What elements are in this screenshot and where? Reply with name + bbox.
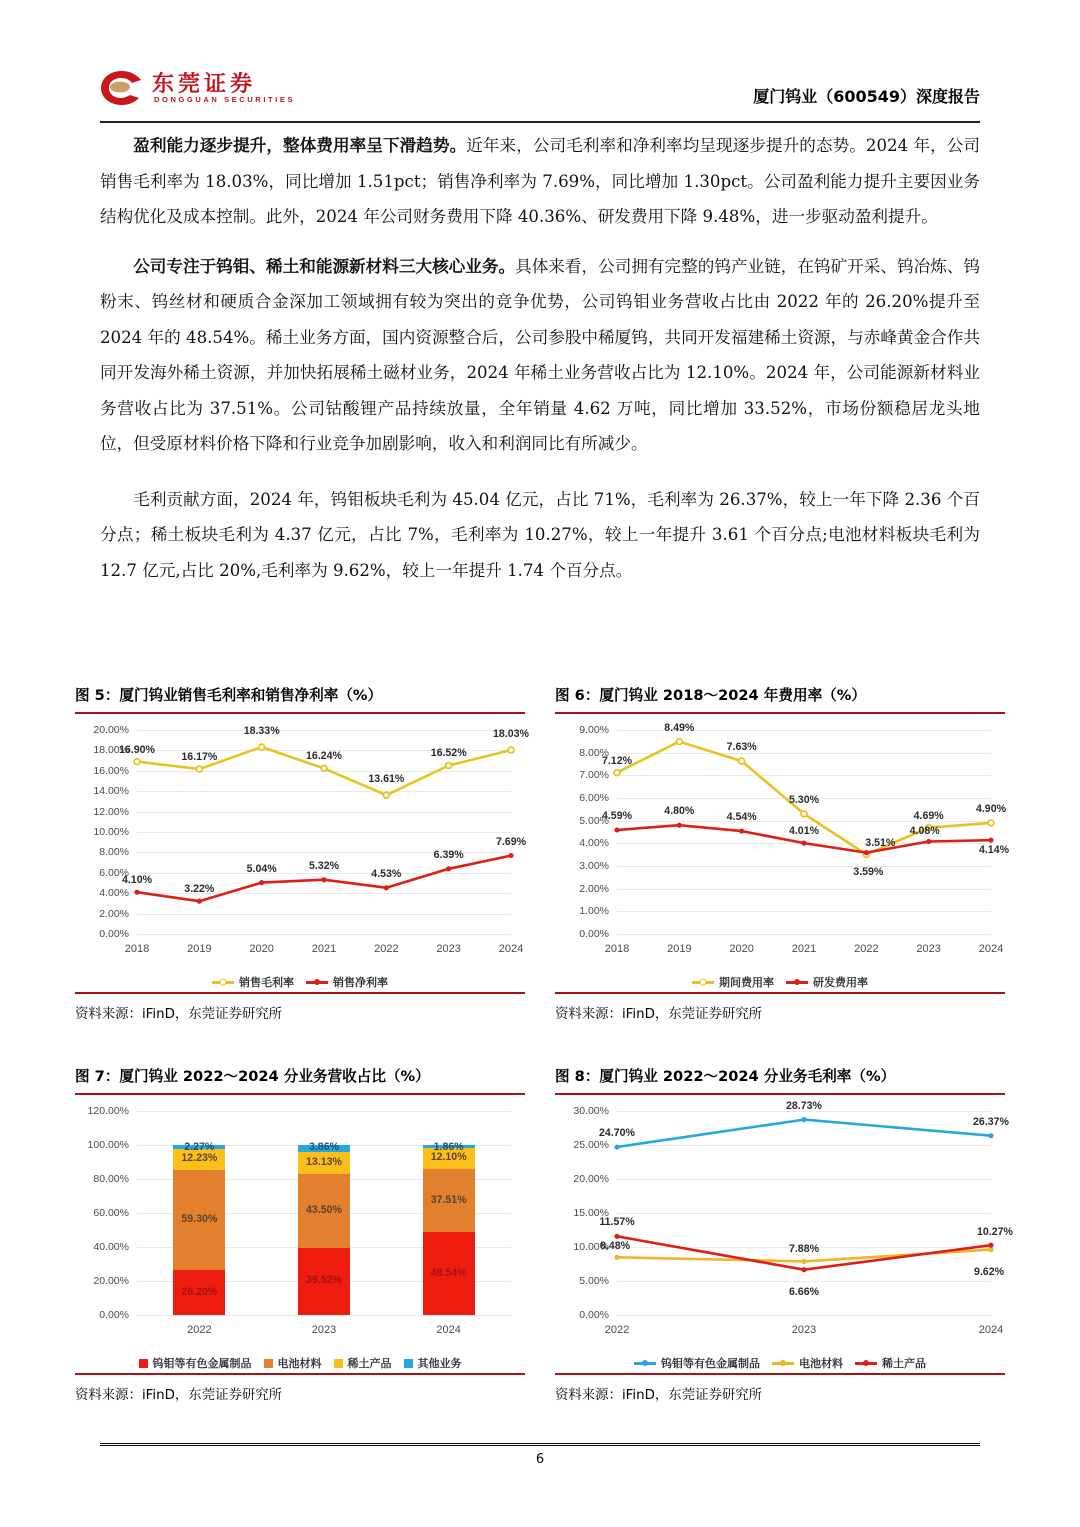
- figure-7: [75, 1065, 525, 1403]
- series-line: [617, 1120, 991, 1147]
- figure-8: [555, 1065, 1013, 1403]
- data-label: 5.04%: [246, 862, 277, 875]
- chart-legend: [555, 1355, 1005, 1371]
- figure-5-title: 图 5：厦门钨业销售毛利率和销售净利率（%）: [75, 687, 383, 704]
- x-axis-tick-label: 2022: [604, 1324, 630, 1336]
- x-axis-tick-label: 2024: [978, 1324, 1004, 1336]
- x-axis-tick-label: 2023: [791, 1324, 817, 1336]
- data-label: 4.08%: [909, 824, 940, 837]
- page-number: 6: [535, 1452, 545, 1467]
- x-axis-tick-label: 2019: [667, 943, 692, 955]
- data-label: 7.63%: [726, 741, 757, 754]
- data-label: 16.17%: [181, 751, 218, 764]
- bar-data-label: 12.10%: [430, 1151, 467, 1164]
- data-label: 4.90%: [975, 802, 1007, 815]
- data-point: [988, 1247, 993, 1252]
- paragraph-2-text: 具体来看，公司拥有完整的钨产业链，在钨矿开采、钨冶炼、钨粉末、钨丝材和硬质合金深加工领域拥有较为突出的竞争优势，公司钨钼业务营收占比由 2022 年的 26.20%提升至 2024 年的 48.54%。稀土业务方面，国内资源整合后，公司参股中稀厦钨，共同开发福建稀土资源，与赤峰黄金合作共同开发海外稀土资源，并加快拓展稀土磁材业务，2024 年稀土业务营收占比为 12.10%。2024 年，公司能源新材料业务营收占比为 37.51%。公司钴酸锂产品持续放量，全年销量 4.62 万吨，同比增加 33.52%，市场份额稳居龙头地位，但受原材料价格下降和行业竞争加剧影响，收入和利润同比有所减少。: [100, 256, 981, 453]
- data-label: 8.49%: [664, 721, 695, 734]
- data-label: 6.39%: [433, 848, 464, 861]
- data-label: 28.73%: [786, 1099, 822, 1112]
- legend-item[interactable]: [139, 1355, 252, 1371]
- paragraph-2: [100, 249, 980, 462]
- data-label: 16.52%: [430, 747, 467, 760]
- legend-label: 钨钼等有色金属制品: [661, 1357, 760, 1370]
- data-label: 7.69%: [495, 835, 527, 848]
- paragraph-3: 毛利贡献方面，2024 年，钨钼板块毛利为 45.04 亿元，占比 71%，毛利率为 26.37%，较上一年下降 2.36 个百分点；稀土板块毛利为 4.37 亿元，占比 7%，毛利率为 10.27%，较上一年提升 3.61 个百分点;电池材料板块毛利为 12.7 亿元,占比 20%,毛利率为 9.62%，较上一年提升 1.74 个百分点。: [100, 489, 980, 580]
- legend-label: 稀土产品: [347, 1357, 392, 1370]
- legend-line-marker: [634, 1362, 656, 1365]
- figure-5-source: 资料来源：iFinD，东莞证券研究所: [75, 1007, 283, 1022]
- data-point: [677, 823, 682, 828]
- x-axis-tick-label: 2020: [249, 943, 274, 955]
- legend-color-swatch: [404, 1359, 413, 1368]
- data-point: [508, 747, 514, 753]
- header-divider: [100, 121, 980, 123]
- y-axis-tick-label: 6.00%: [99, 866, 129, 879]
- bar-data-label: 43.50%: [306, 1203, 342, 1216]
- figure-5-chart: [75, 714, 529, 992]
- data-label: 7.12%: [601, 754, 633, 767]
- data-point: [614, 1144, 619, 1149]
- bar-data-label: 1.86%: [433, 1140, 464, 1153]
- figure-8-title: 图 8：厦门钨业 2022～2024 分业务毛利率（%）: [555, 1068, 896, 1085]
- y-axis-tick-label: 8.00%: [99, 846, 129, 859]
- data-label: 6.66%: [788, 1285, 820, 1298]
- y-axis-tick-label: 16.00%: [93, 764, 129, 777]
- legend-label: 其他业务: [417, 1357, 462, 1370]
- bar-data-label: 37.51%: [430, 1193, 467, 1206]
- data-label: 26.37%: [973, 1115, 1009, 1128]
- legend-item[interactable]: [334, 1355, 392, 1371]
- data-label: 10.27%: [977, 1226, 1013, 1239]
- y-axis-tick-label: 5.00%: [579, 814, 609, 827]
- data-label: 4.01%: [788, 825, 820, 838]
- x-axis-tick-label: 2018: [604, 943, 630, 955]
- data-point: [988, 1243, 993, 1248]
- report-header-title: 厦门钨业（600549）深度报告: [753, 87, 980, 106]
- legend-line-marker: [212, 981, 234, 984]
- y-axis-tick-label: 6.00%: [579, 792, 609, 804]
- x-axis-tick-label: 2019: [187, 943, 212, 955]
- y-axis-tick-label: 5.00%: [579, 1275, 609, 1287]
- legend-item[interactable]: [634, 1355, 760, 1371]
- data-point: [801, 841, 806, 846]
- data-label: 5.30%: [788, 793, 820, 806]
- bar-data-label: 48.54%: [430, 1266, 467, 1279]
- bar-data-label: 2.27%: [184, 1141, 215, 1153]
- y-axis-tick-label: 4.00%: [99, 887, 129, 900]
- bar-data-label: 12.23%: [181, 1152, 218, 1165]
- data-point: [614, 827, 619, 832]
- data-label: 18.33%: [243, 725, 280, 738]
- data-label: 4.14%: [978, 844, 1010, 857]
- y-axis-tick-label: 60.00%: [93, 1207, 129, 1219]
- data-point: [801, 1117, 806, 1122]
- legend-color-swatch: [334, 1359, 343, 1368]
- y-axis-tick-label: 12.00%: [93, 805, 129, 818]
- data-label: 13.61%: [368, 773, 405, 786]
- legend-item[interactable]: [855, 1355, 926, 1371]
- legend-label: 期间费用率: [719, 976, 774, 989]
- legend-item[interactable]: [786, 974, 868, 990]
- paragraph-2-lead: 公司专注于钨钼、稀土和能源新材料三大核心业务。: [133, 255, 516, 276]
- x-axis-tick-label: 2018: [124, 943, 150, 955]
- legend-line-marker: [306, 981, 328, 984]
- y-axis-tick-label: 8.00%: [579, 746, 609, 759]
- data-label: 4.80%: [664, 805, 695, 818]
- legend-item[interactable]: [404, 1355, 462, 1371]
- data-point: [614, 1255, 619, 1260]
- legend-label: 研发费用率: [813, 976, 868, 989]
- data-label: 3.51%: [865, 837, 896, 850]
- gridline: [137, 1111, 511, 1112]
- legend-color-swatch: [139, 1359, 148, 1368]
- y-axis-tick-label: 0.00%: [99, 1309, 129, 1321]
- data-label: 4.10%: [121, 874, 153, 887]
- data-point: [508, 853, 513, 858]
- figure-7-source: 资料来源：iFinD，东莞证券研究所: [75, 1388, 283, 1403]
- legend-item[interactable]: [212, 974, 294, 990]
- data-label: 16.24%: [306, 750, 342, 763]
- data-label: 4.53%: [371, 867, 402, 880]
- y-axis-tick-label: 3.00%: [579, 860, 609, 872]
- data-label: 3.22%: [184, 883, 215, 896]
- data-point: [801, 1267, 806, 1272]
- x-axis-tick-label: 2022: [374, 943, 399, 955]
- y-axis-tick-label: 2.00%: [579, 882, 609, 895]
- dongguan-securities-logo: [100, 64, 300, 112]
- data-point: [383, 792, 389, 798]
- figure-8-source: 资料来源：iFinD，东莞证券研究所: [555, 1388, 763, 1403]
- y-axis-tick-label: 20.00%: [93, 724, 129, 736]
- x-axis-tick-label: 2024: [498, 943, 524, 955]
- y-axis-tick-label: 10.00%: [93, 826, 129, 838]
- legend-line-marker: [786, 981, 808, 984]
- data-point: [446, 763, 452, 769]
- legend-label: 钨钼等有色金属制品: [152, 1357, 252, 1370]
- data-point: [446, 866, 451, 871]
- chart-legend: [75, 1355, 525, 1371]
- legend-label: 销售毛利率: [239, 976, 294, 989]
- data-point: [197, 899, 202, 904]
- x-axis-tick-label: 2021: [311, 943, 337, 955]
- data-point: [259, 744, 265, 750]
- data-label: 4.54%: [726, 811, 757, 824]
- legend-label: 销售净利率: [333, 976, 388, 989]
- gridline: [137, 1315, 511, 1316]
- body-text: [100, 128, 980, 602]
- y-axis-tick-label: 40.00%: [93, 1241, 129, 1253]
- y-axis-tick-label: 10.00%: [573, 1241, 609, 1253]
- data-label: 4.59%: [601, 809, 633, 822]
- legend-item[interactable]: [264, 1355, 322, 1371]
- legend-line-marker: [692, 981, 714, 984]
- y-axis-tick-label: 25.00%: [573, 1139, 609, 1151]
- y-axis-tick-label: 9.00%: [579, 724, 609, 736]
- footer-divider: [100, 1443, 980, 1446]
- paragraph-1-text: 近年来，公司毛利率和净利率均呈现逐步提升的态势。2024 年，公司销售毛利率为 18.03%，同比增加 1.51pct；销售净利率为 7.69%，同比增加 1.30pct。公司盈利能力提升主要因业务结构优化及成本控制。此外，2024 年公司财务费用下降 40.36%、研发费用下降 9.48%，进一步驱动盈利提升。: [100, 136, 980, 226]
- data-label: 18.03%: [493, 728, 529, 741]
- legend-line-marker: [855, 1362, 877, 1365]
- data-label: 3.59%: [853, 865, 884, 878]
- legend-item[interactable]: [772, 1355, 843, 1371]
- data-point: [988, 820, 994, 826]
- data-label: 7.88%: [788, 1243, 820, 1256]
- data-label: 8.48%: [599, 1240, 631, 1253]
- y-axis-tick-label: 80.00%: [93, 1173, 129, 1185]
- page-header: [100, 58, 980, 120]
- y-axis-tick-label: 30.00%: [573, 1105, 609, 1117]
- y-axis-tick-label: 1.00%: [579, 905, 609, 918]
- bar-data-label: 13.13%: [306, 1155, 342, 1168]
- data-point: [259, 880, 264, 885]
- data-point: [321, 765, 327, 771]
- y-axis-tick-label: 100.00%: [87, 1139, 129, 1151]
- data-label: 16.90%: [119, 743, 155, 756]
- logo-mark-icon: [100, 70, 144, 106]
- logo-text-english: DONGGUAN SECURITIES: [154, 95, 296, 104]
- figure-5: [75, 684, 529, 1022]
- x-axis-tick-label: 2024: [978, 943, 1004, 955]
- paragraph-1: [100, 128, 980, 235]
- data-point: [614, 1234, 619, 1239]
- paragraph-1-lead: 盈利能力逐步提升，整体费用率呈下滑趋势。: [133, 135, 467, 155]
- figure-7-title: 图 7：厦门钨业 2022～2024 分业务营收占比（%）: [75, 1068, 430, 1085]
- chart-legend: [555, 974, 1005, 990]
- x-axis-tick-label: 2022: [187, 1324, 212, 1336]
- figure-7-chart: [75, 1095, 525, 1373]
- data-point: [739, 758, 745, 764]
- data-point: [321, 877, 326, 882]
- bar-data-label: 26.20%: [181, 1285, 218, 1298]
- y-axis-tick-label: 15.00%: [573, 1207, 609, 1219]
- figure-8-chart: [555, 1095, 1013, 1373]
- legend-color-swatch: [264, 1359, 273, 1368]
- data-point: [801, 811, 807, 817]
- y-axis-tick-label: 0.00%: [579, 1309, 609, 1321]
- y-axis-tick-label: 4.00%: [579, 837, 609, 850]
- x-axis-tick-label: 2023: [916, 943, 941, 955]
- data-point: [134, 890, 139, 895]
- x-axis-tick-label: 2023: [436, 943, 461, 955]
- legend-line-marker: [772, 1362, 794, 1365]
- x-axis-tick-label: 2020: [729, 943, 754, 955]
- data-point: [384, 885, 389, 890]
- chart-legend: [75, 974, 525, 990]
- bar-data-label: 39.52%: [306, 1274, 342, 1287]
- y-axis-tick-label: 18.00%: [93, 744, 129, 757]
- data-label: 11.57%: [599, 1216, 635, 1229]
- data-point: [676, 739, 682, 745]
- data-point: [134, 759, 140, 765]
- data-point: [988, 1133, 993, 1138]
- data-point: [926, 839, 931, 844]
- x-axis-tick-label: 2021: [791, 943, 817, 955]
- logo-text-chinese: 东莞证券: [152, 71, 257, 97]
- data-label: 4.69%: [913, 809, 944, 822]
- data-label: 24.70%: [599, 1127, 635, 1140]
- y-axis-tick-label: 120.00%: [87, 1105, 129, 1117]
- data-label: 9.62%: [973, 1265, 1005, 1278]
- data-point: [864, 850, 869, 855]
- figure-6-chart: [555, 714, 1010, 992]
- y-axis-tick-label: 20.00%: [573, 1173, 609, 1185]
- figure-6: [555, 684, 1010, 1022]
- legend-item[interactable]: [692, 974, 774, 990]
- y-axis-tick-label: 0.00%: [99, 928, 129, 940]
- legend-label: 稀土产品: [882, 1357, 926, 1370]
- x-axis-tick-label: 2023: [311, 1324, 337, 1336]
- data-point: [196, 766, 202, 772]
- figure-6-title: 图 6：厦门钨业 2018～2024 年费用率（%）: [555, 687, 866, 704]
- data-point: [739, 828, 744, 833]
- legend-label: 电池材料: [277, 1357, 322, 1370]
- legend-item[interactable]: [306, 974, 388, 990]
- data-point: [801, 1259, 806, 1264]
- x-axis-tick-label: 2022: [854, 943, 879, 955]
- data-point: [614, 770, 620, 776]
- y-axis-tick-label: 20.00%: [93, 1275, 129, 1287]
- data-point: [988, 838, 993, 843]
- y-axis-tick-label: 2.00%: [99, 907, 129, 920]
- figure-6-source: 资料来源：iFinD，东莞证券研究所: [555, 1007, 763, 1022]
- bar-data-label: 59.30%: [181, 1213, 218, 1226]
- data-label: 5.32%: [308, 859, 340, 872]
- x-axis-tick-label: 2024: [436, 1324, 461, 1336]
- legend-label: 电池材料: [799, 1357, 843, 1370]
- bar-data-label: 3.86%: [308, 1140, 340, 1153]
- y-axis-tick-label: 7.00%: [579, 769, 609, 782]
- y-axis-tick-label: 0.00%: [579, 928, 609, 940]
- y-axis-tick-label: 14.00%: [93, 785, 129, 798]
